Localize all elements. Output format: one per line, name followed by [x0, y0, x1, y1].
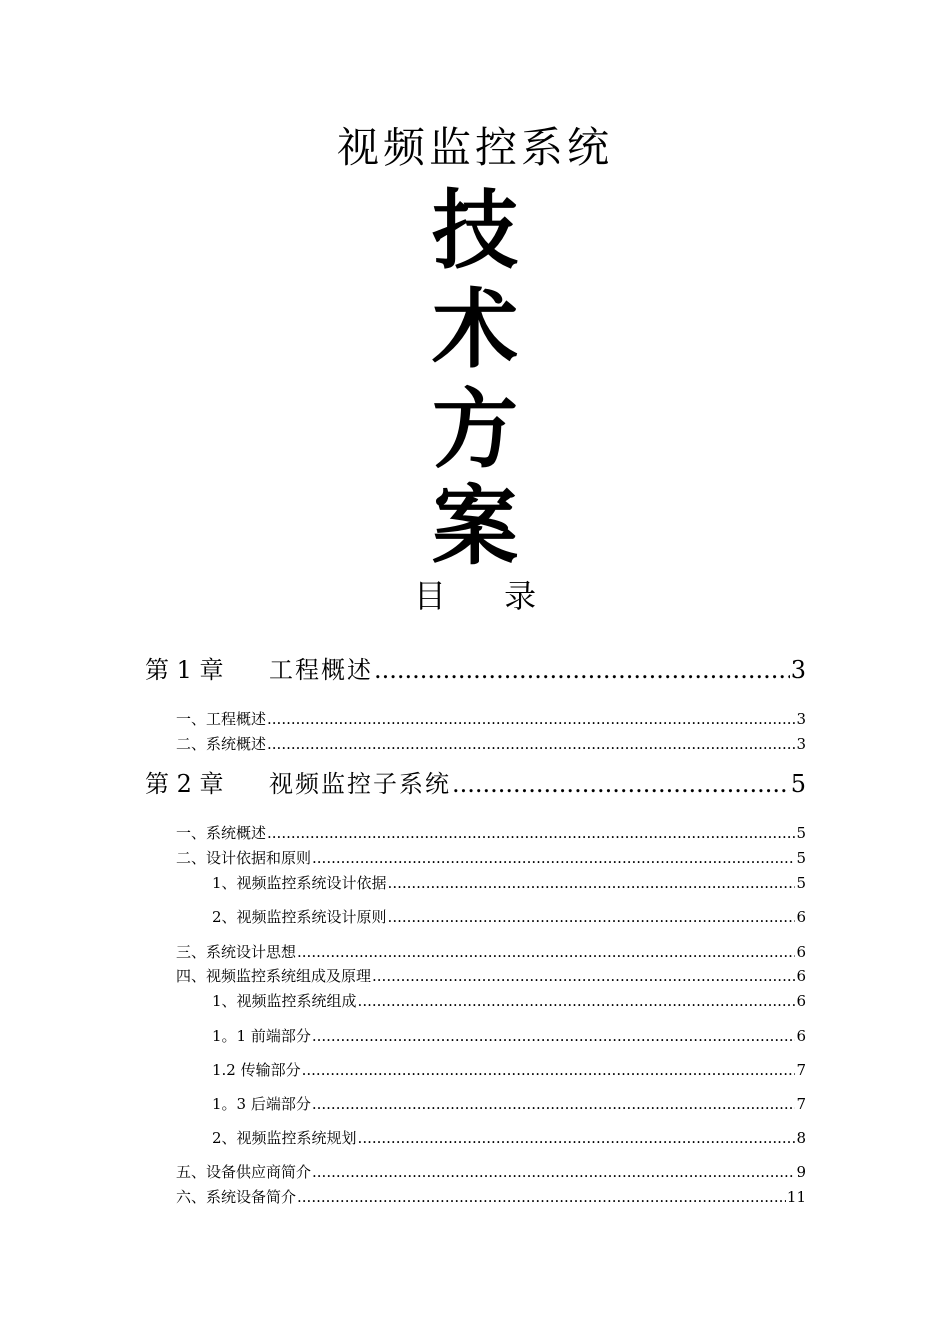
toc-subitem[interactable] — [212, 1059, 806, 1080]
toc-item-label: 一、工程概述 — [176, 710, 267, 728]
toc-item-label: 2、视频监控系统规划 — [212, 1129, 357, 1147]
toc-item-label: 六、系统设备简介 — [176, 1188, 297, 1206]
page-number: 9 — [796, 1163, 806, 1181]
toc-chapter-2[interactable] — [145, 764, 806, 799]
toc-subitem[interactable] — [212, 872, 806, 893]
big-title-char: 术 — [432, 280, 518, 380]
toc-item[interactable] — [176, 847, 806, 868]
chapter-number: 第 1 章 — [145, 656, 224, 684]
dot-leader — [358, 1129, 796, 1147]
toc-subitem[interactable] — [212, 1127, 806, 1148]
big-title-char: 案 — [432, 477, 518, 577]
big-title-char: 方 — [432, 380, 518, 480]
toc-item-label: 一、系统概述 — [176, 824, 267, 842]
page-number: 3 — [790, 656, 806, 684]
page-number: 5 — [796, 874, 806, 892]
toc-item-label: 1、视频监控系统设计依据 — [212, 874, 387, 892]
page-number: 8 — [796, 1129, 806, 1147]
dot-leader — [312, 1095, 796, 1113]
page-number: 6 — [796, 1027, 806, 1045]
toc-item[interactable] — [176, 1186, 806, 1207]
dot-leader — [267, 735, 795, 753]
toc-item-label: 1。3 后端部分 — [212, 1095, 311, 1113]
big-title-char: 技 — [432, 181, 518, 281]
toc-item-label: 三、系统设计思想 — [176, 943, 297, 961]
dot-leader — [267, 710, 795, 728]
page-number: 6 — [796, 992, 806, 1010]
toc-subitem[interactable] — [212, 1025, 806, 1046]
dot-leader — [297, 1188, 786, 1206]
page-number: 7 — [796, 1061, 806, 1079]
toc-item-label: 1、视频监控系统组成 — [212, 992, 357, 1010]
dot-leader — [388, 874, 796, 892]
dot-leader — [312, 1027, 796, 1045]
dot-leader — [374, 656, 790, 684]
toc-heading: 目 录 — [413, 577, 561, 615]
toc-chapter-1[interactable] — [145, 650, 806, 685]
dot-leader — [312, 1163, 795, 1181]
page-number: 5 — [790, 770, 806, 798]
page-number: 6 — [796, 967, 806, 985]
toc-item[interactable] — [176, 965, 806, 986]
dot-leader — [302, 1061, 796, 1079]
page-number: 7 — [796, 1095, 806, 1113]
page-number: 6 — [796, 943, 806, 961]
document-subject: 视频监控系统 — [336, 123, 613, 172]
toc-item-label: 2、视频监控系统设计原则 — [212, 908, 387, 926]
page-number: 6 — [796, 908, 806, 926]
toc-subitem[interactable] — [212, 906, 806, 927]
toc-subitem[interactable] — [212, 1093, 806, 1114]
dot-leader — [297, 943, 795, 961]
dot-leader — [452, 770, 790, 798]
chapter-title: 工程概述 — [269, 656, 373, 684]
dot-leader — [358, 992, 796, 1010]
toc-item-label: 1.2 传输部分 — [212, 1061, 301, 1079]
toc-item-label: 五、设备供应商简介 — [176, 1163, 312, 1181]
dot-leader — [372, 967, 795, 985]
toc-item-label: 四、视频监控系统组成及原理 — [176, 967, 372, 985]
toc-item-label: 1。1 前端部分 — [212, 1027, 311, 1045]
toc-item[interactable] — [176, 822, 806, 843]
toc-subitem[interactable] — [212, 990, 806, 1011]
toc-item[interactable] — [176, 941, 806, 962]
dot-leader — [388, 908, 796, 926]
chapter-number: 第 2 章 — [145, 770, 224, 798]
page-number: 11 — [786, 1188, 806, 1206]
page-number: 3 — [796, 710, 806, 728]
toc-item-label: 二、设计依据和原则 — [176, 849, 312, 867]
dot-leader — [267, 824, 795, 842]
page-number: 5 — [796, 824, 806, 842]
chapter-title: 视频监控子系统 — [269, 770, 451, 798]
toc-item[interactable] — [176, 708, 806, 729]
page-number: 5 — [796, 849, 806, 867]
dot-leader — [312, 849, 795, 867]
toc-item[interactable] — [176, 1161, 806, 1182]
page-number: 3 — [796, 735, 806, 753]
toc-item-label: 二、系统概述 — [176, 735, 267, 753]
toc-item[interactable] — [176, 733, 806, 754]
